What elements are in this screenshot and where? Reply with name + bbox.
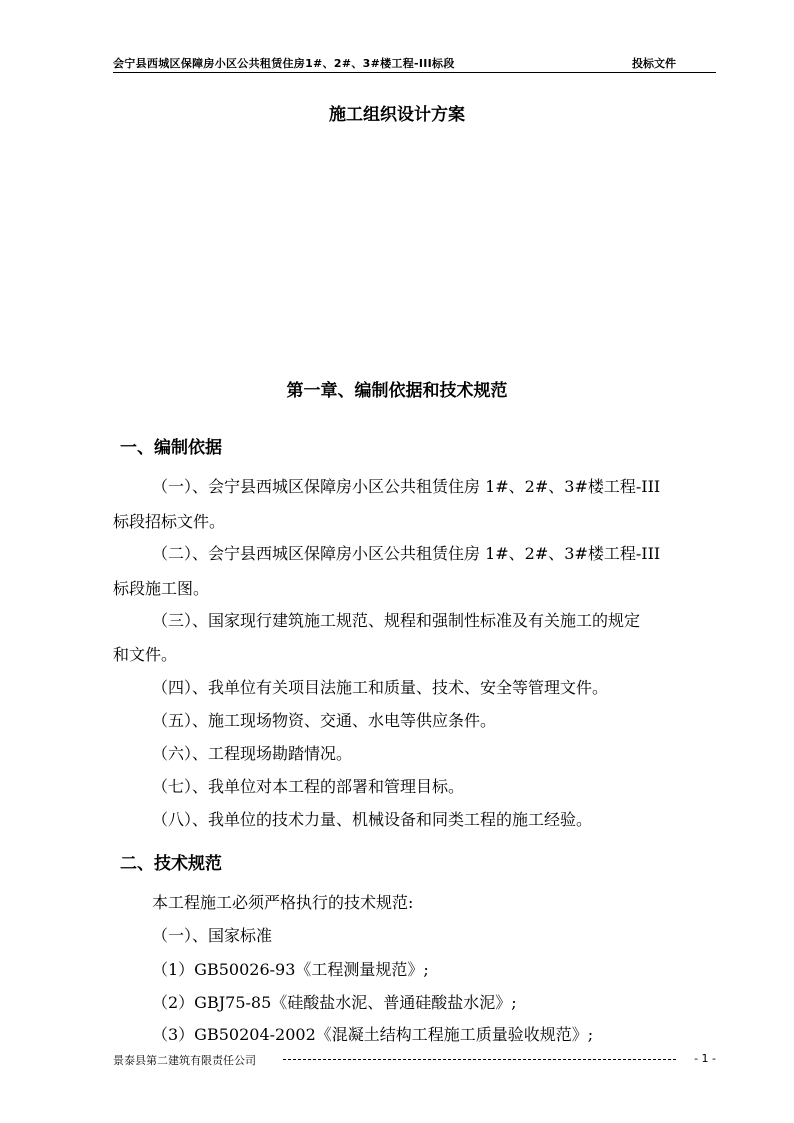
- basis-item-2-cont: 标段施工图。: [113, 579, 210, 598]
- footer-dashed-rule: [283, 1059, 676, 1060]
- footer-company-name: 景泰县第二建筑有限责任公司: [113, 1054, 256, 1067]
- basis-item-5: （五）、施工现场物资、交通、水电等供应条件。: [152, 711, 497, 730]
- chapter-heading: 第一章、编制依据和技术规范: [286, 381, 508, 401]
- standard-item-2: （2）GBJ75-85《硅酸盐水泥、普通硅酸盐水泥》;: [152, 993, 517, 1012]
- basis-item-2: （二）、会宁县西城区保障房小区公共租赁住房 1#、2#、3#楼工程-III: [152, 544, 661, 563]
- document-title: 施工组织设计方案: [329, 105, 465, 125]
- basis-item-6: （六）、工程现场勘踏情况。: [152, 744, 353, 763]
- standards-national-heading: （一）、国家标准: [152, 926, 273, 945]
- basis-item-4: （四）、我单位有关项目法施工和质量、技术、安全等管理文件。: [152, 678, 609, 697]
- page-footer: [113, 1052, 716, 1066]
- page-header: [113, 52, 716, 73]
- header-project-name: 会宁县西城区保障房小区公共租赁住房1#、2#、3#楼工程-III标段: [113, 57, 455, 70]
- basis-item-8: （八）、我单位的技术力量、机械设备和同类工程的施工经验。: [152, 810, 593, 829]
- standard-item-1: （1）GB50026-93《工程测量规范》;: [152, 960, 429, 979]
- section-heading-standards: 二、技术规范: [120, 854, 222, 874]
- footer-page-number: - 1 -: [694, 1052, 716, 1065]
- standards-intro: 本工程施工必须严格执行的技术规范:: [152, 893, 414, 912]
- standard-item-3: （3）GB50204-2002《混凝土结构工程施工质量验收规范》;: [152, 1025, 594, 1044]
- header-document-type: 投标文件: [632, 57, 676, 70]
- basis-item-3: （三）、国家现行建筑施工规范、规程和强制性标准及有关施工的规定: [152, 611, 641, 630]
- basis-item-3-cont: 和文件。: [113, 645, 178, 664]
- basis-item-1-cont: 标段招标文件。: [113, 512, 226, 531]
- section-heading-basis: 一、编制依据: [120, 438, 222, 458]
- basis-item-1: （一）、会宁县西城区保障房小区公共租赁住房 1#、2#、3#楼工程-III: [152, 477, 661, 496]
- basis-item-7: （七）、我单位对本工程的部署和管理目标。: [152, 777, 465, 796]
